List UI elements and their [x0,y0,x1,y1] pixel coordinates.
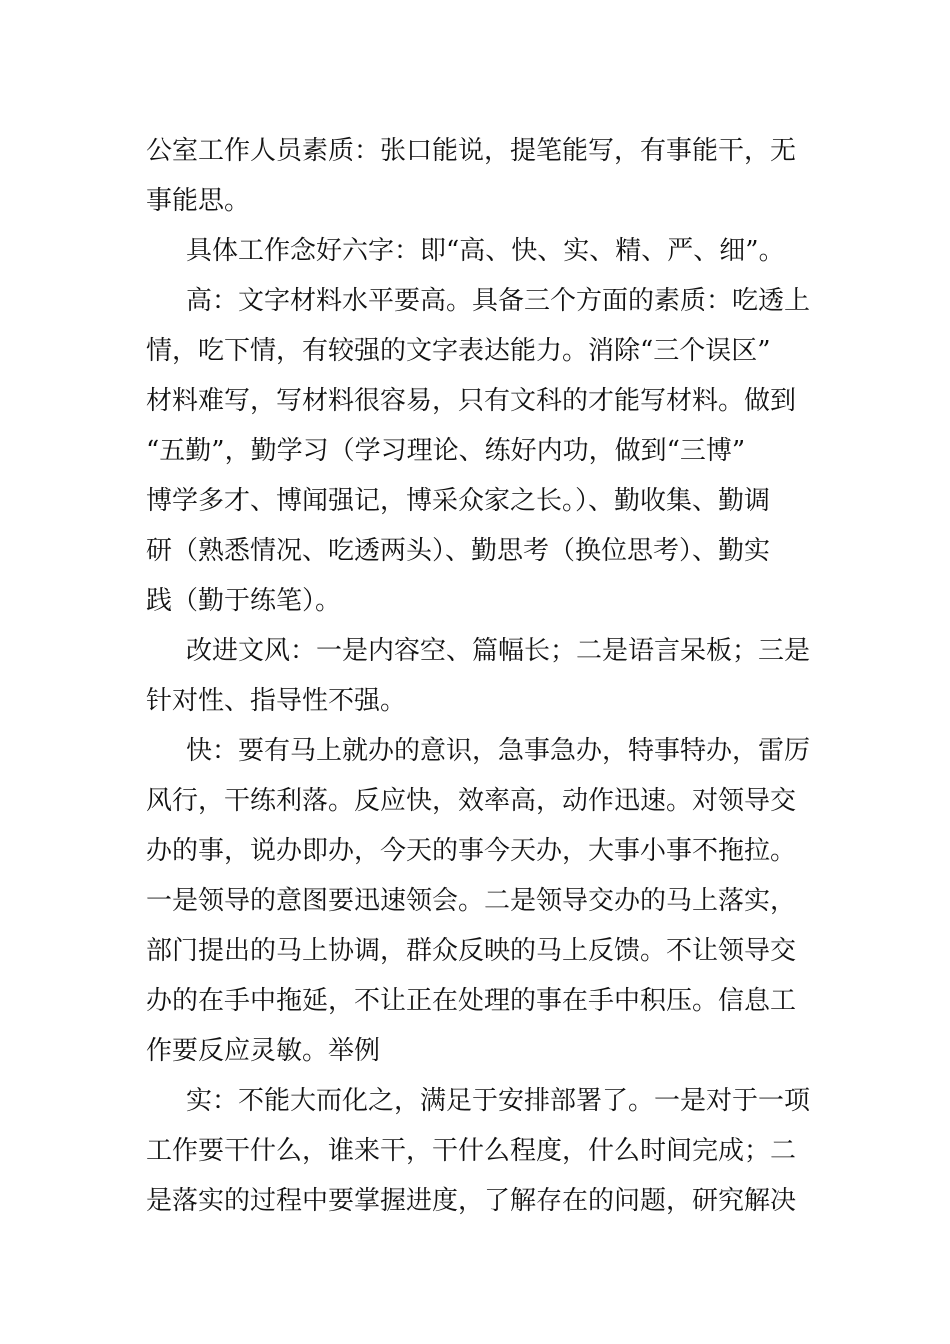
text-line: 办的在手中拖延，不让正在处理的事在手中积压。信息工 [146,986,797,1016]
text-line: 快：要有马上就办的意识，急事急办，特事特办，雷厉 [186,736,811,766]
text-line: 具体工作念好六字：即“高、快、实、精、严、细”。 [186,236,785,266]
text-line: 是落实的过程中要掌握进度，了解存在的问题，研究解决 [146,1186,797,1216]
text-line: 公室工作人员素质：张口能说，提笔能写，有事能干，无 [146,136,797,166]
text-line: 实：不能大而化之，满足于安排部署了。一是对于一项 [186,1086,811,1116]
text-line: 一是领导的意图要迅速领会。二是领导交办的马上落实， [146,886,797,916]
text-line: 针对性、指导性不强。 [146,686,407,716]
text-line: 研（熟悉情况、吃透两头）、勤思考（换位思考）、勤实 [146,536,771,566]
text-line: 办的事，说办即办，今天的事今天办，大事小事不拖拉。 [146,836,797,866]
text-line: 博学多才、博闻强记，博采众家之长。）、勤收集、勤调 [146,486,771,516]
text-line: 部门提出的马上协调，群众反映的马上反馈。不让领导交 [146,936,797,966]
text-line: 作要反应灵敏。举例 [146,1036,381,1066]
text-line: 情，吃下情，有较强的文字表达能力。消除“三个误区” [146,336,771,366]
text-line: 改进文风：一是内容空、篇幅长；二是语言呆板；三是 [186,636,811,666]
text-line: 风行，干练利落。反应快，效率高，动作迅速。对领导交 [146,786,797,816]
text-line: 高：文字材料水平要高。具备三个方面的素质：吃透上 [186,286,811,316]
body-text [146,126,811,1226]
text-line: 事能思。 [146,186,251,216]
text-line: 工作要干什么，谁来干，干什么程度，什么时间完成；二 [146,1136,797,1166]
text-line: 材料难写，写材料很容易，只有文科的才能写材料。做到 [146,386,797,416]
text-line: “五勤”，勤学习（学习理论、练好内功，做到“三博” [146,436,746,466]
text-line: 践（勤于练笔）。 [146,586,342,616]
